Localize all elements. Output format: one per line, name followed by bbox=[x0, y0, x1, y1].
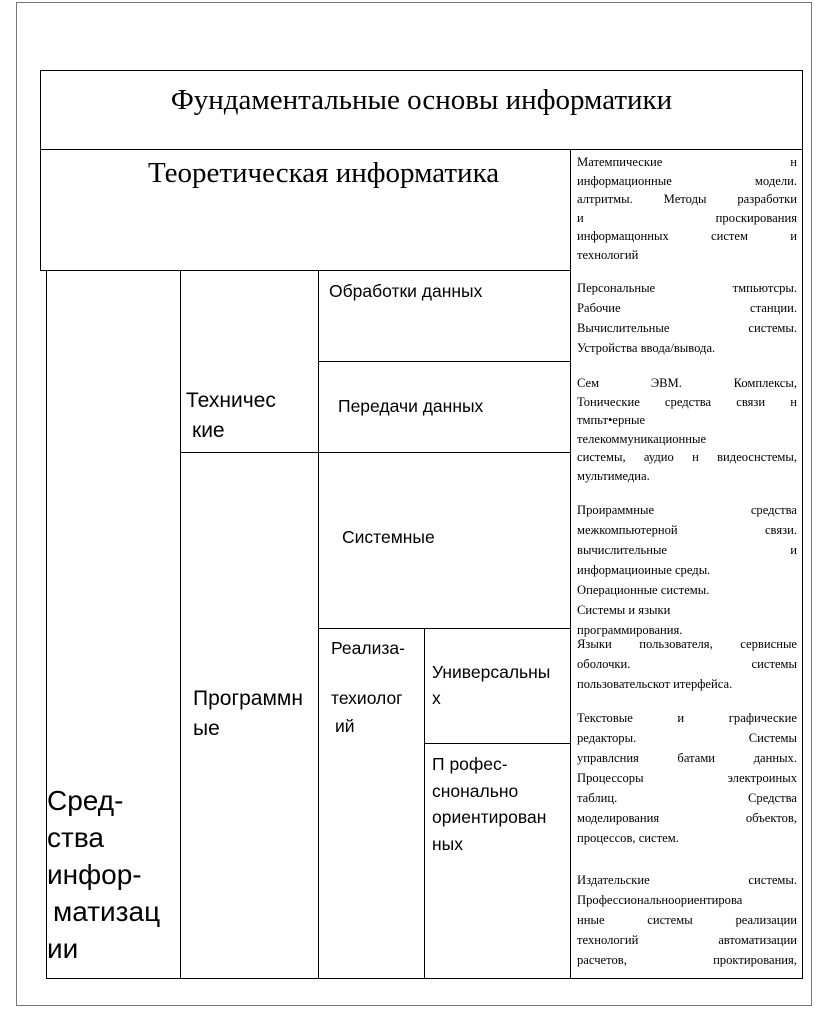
technical-label bbox=[186, 386, 276, 446]
desc-line: управлсния батами данных. bbox=[577, 751, 797, 765]
desc-line: вычислительные и bbox=[577, 543, 797, 557]
desc-line: Текстовые и графические bbox=[577, 711, 797, 725]
side-label-line: Сред- bbox=[47, 785, 124, 816]
professional-label bbox=[432, 751, 546, 857]
desc-line: Проираммные средства bbox=[577, 503, 797, 517]
desc-line: мультимедиа. bbox=[577, 468, 650, 483]
side-label-line: матизац bbox=[53, 896, 161, 927]
realization-label-line: ий bbox=[335, 716, 355, 736]
side-label bbox=[47, 782, 160, 967]
desc-line: Устройства ввода/вывода. bbox=[577, 341, 716, 355]
transmission-description bbox=[577, 374, 797, 485]
desc-line: системы, аудио н видеоснстемы, bbox=[577, 450, 797, 464]
transmission-label: Передачи данных bbox=[338, 396, 484, 416]
desc-line: алтритмы. Методы разработки bbox=[577, 192, 797, 206]
universal-label bbox=[432, 659, 550, 711]
professional-label-line: ных bbox=[432, 833, 463, 854]
universal-description bbox=[577, 634, 797, 694]
desc-line: технологий bbox=[577, 247, 639, 262]
system-description bbox=[577, 500, 797, 640]
desc-line: и проскирования bbox=[577, 210, 797, 225]
desc-line: информационные модели. bbox=[577, 173, 797, 188]
desc-line: таблиц. Средства bbox=[577, 791, 797, 805]
technical-label-line: Техничес bbox=[186, 389, 276, 412]
processing-label: Обработки данных bbox=[329, 281, 483, 301]
desc-line: Сем ЭВМ. Комплексы, bbox=[577, 376, 797, 390]
desc-line: технологий автоматизации bbox=[577, 933, 797, 947]
technical-label-line: кие bbox=[192, 419, 225, 442]
professional-label-line: ориентирован bbox=[432, 807, 547, 827]
professional-description bbox=[577, 870, 797, 970]
desc-line: расчетов, проктирования, bbox=[577, 953, 797, 967]
main-title: Фундаментальные основы информатики bbox=[170, 84, 673, 116]
desc-line: пользовательскот итерфейса. bbox=[577, 677, 733, 691]
desc-line: Профессиональноориентирова bbox=[577, 893, 743, 907]
realization-label-line: Реализа- bbox=[331, 638, 405, 658]
desc-line: межкомпьютерной связи. bbox=[577, 523, 797, 537]
desc-line: Операционные системы. bbox=[577, 583, 710, 597]
desc-line: Рабочие станции. bbox=[577, 301, 797, 315]
side-label-line: инфор- bbox=[47, 859, 142, 890]
desc-line: оболочки. системы bbox=[577, 657, 797, 671]
desc-line: процессов, систем. bbox=[577, 831, 679, 845]
realization-label-line: техиолог bbox=[331, 688, 403, 708]
desc-line: Матемпические н bbox=[577, 155, 797, 169]
desc-line: нные системы реализации bbox=[577, 913, 797, 927]
desc-line: Издательские системы. bbox=[577, 873, 797, 887]
side-label-line: ии bbox=[47, 933, 79, 964]
desc-line: телекоммуникационные bbox=[577, 431, 707, 446]
tools-description bbox=[577, 708, 797, 848]
software-label-line: Программн bbox=[193, 687, 303, 710]
desc-line: Персональные тмпьютсры. bbox=[577, 281, 797, 295]
desc-line: Языки пользователя, сервисные bbox=[577, 637, 797, 651]
side-label-line: ства bbox=[47, 822, 104, 853]
desc-line: Тонические средства связи н bbox=[577, 394, 797, 409]
universal-label-line: х bbox=[432, 688, 441, 708]
desc-line: редакторы. Системы bbox=[577, 731, 797, 745]
system-software-label: Системные bbox=[342, 527, 435, 547]
desc-line: Вычислительные системы. bbox=[577, 321, 797, 335]
theoretical-description bbox=[577, 153, 797, 264]
desc-line: моделирования объектов, bbox=[577, 811, 797, 825]
desc-line: тмпьт•ерные bbox=[577, 413, 646, 427]
software-label bbox=[193, 684, 303, 744]
desc-line: информащонных систем и bbox=[577, 229, 797, 243]
desc-line: программирования. bbox=[577, 623, 683, 637]
realization-label bbox=[331, 634, 405, 740]
desc-line: Системы и языки bbox=[577, 603, 671, 617]
desc-line: Процессоры электроиных bbox=[577, 771, 797, 785]
professional-label-line: П рофес- bbox=[432, 754, 508, 774]
processing-description bbox=[577, 278, 797, 358]
theoretical-label: Теоретическая информатика bbox=[148, 157, 500, 189]
software-label-line: ые bbox=[193, 717, 220, 740]
universal-label-line: Универсальны bbox=[432, 662, 551, 682]
professional-label-line: снонально bbox=[432, 780, 519, 801]
desc-line: информациоиные среды. bbox=[577, 563, 711, 577]
